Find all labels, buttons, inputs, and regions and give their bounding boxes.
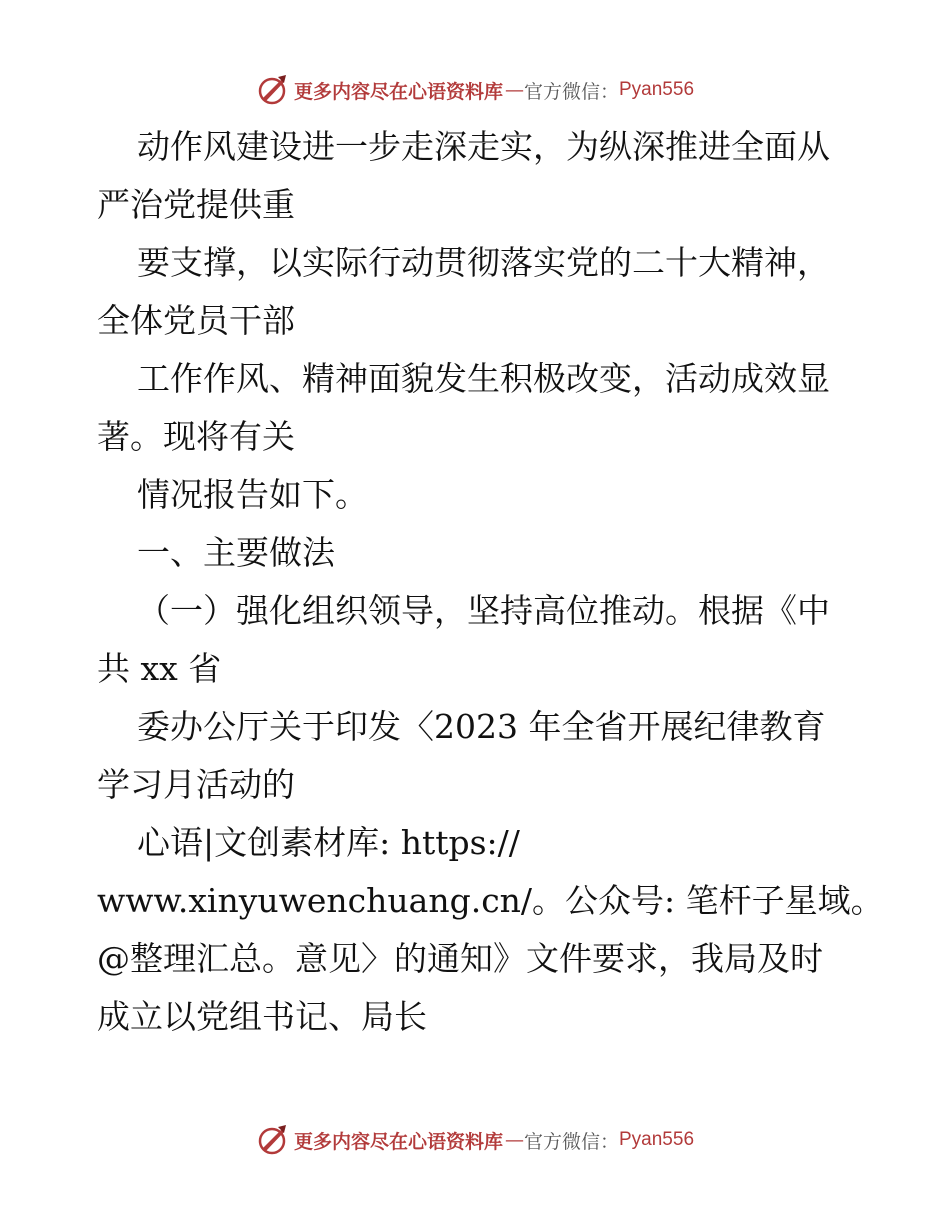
text-line: 著。现将有关 [97, 417, 295, 456]
banner-official-label: 官方微信： [523, 80, 619, 103]
text-line: 工作作风、精神面貌发生积极改变，活动成效显 [137, 359, 830, 398]
header-banner [0, 70, 950, 110]
document-body [97, 118, 897, 1046]
banner-dash: — [504, 79, 522, 101]
text-line: 学习月活动的 [97, 765, 295, 804]
quill-logo-icon [256, 73, 290, 107]
quill-logo-icon [256, 1123, 290, 1157]
text-line: 动作风建设进一步走深走实，为纵深推进全面从 [137, 127, 830, 166]
text-line: 共 xx 省 [97, 649, 222, 688]
footer-banner [0, 1120, 950, 1160]
banner-wechat-id: Pyan556 [619, 1129, 695, 1150]
text-line: 情况报告如下。 [137, 475, 368, 514]
banner-dash: — [504, 1129, 522, 1151]
banner-site-text: 更多内容尽在心语资料库 [293, 1130, 503, 1153]
text-line: 要支撑，以实际行动贯彻落实党的二十大精神， [137, 243, 830, 282]
section-heading: 一、主要做法 [137, 533, 335, 572]
text-line: 委办公厅关于印发〈2023 年全省开展纪律教育 [137, 707, 826, 746]
banner-wechat-id: Pyan556 [619, 79, 695, 100]
banner-site-text: 更多内容尽在心语资料库 [293, 80, 503, 103]
text-line: @整理汇总。意见〉的通知》文件要求，我局及时 [97, 939, 823, 978]
text-line: 严治党提供重 [97, 185, 295, 224]
text-line: 成立以党组书记、局长 [97, 997, 427, 1036]
text-line: （一）强化组织领导，坚持高位推动。根据《中 [137, 591, 830, 630]
text-line: 全体党员干部 [97, 301, 295, 340]
text-line: www.xinyuwenchuang.cn/。公众号: 笔杆子星域。 [97, 881, 884, 920]
banner-official-label: 官方微信： [523, 1130, 619, 1153]
text-line: 心语|文创素材库: https:// [137, 823, 520, 862]
